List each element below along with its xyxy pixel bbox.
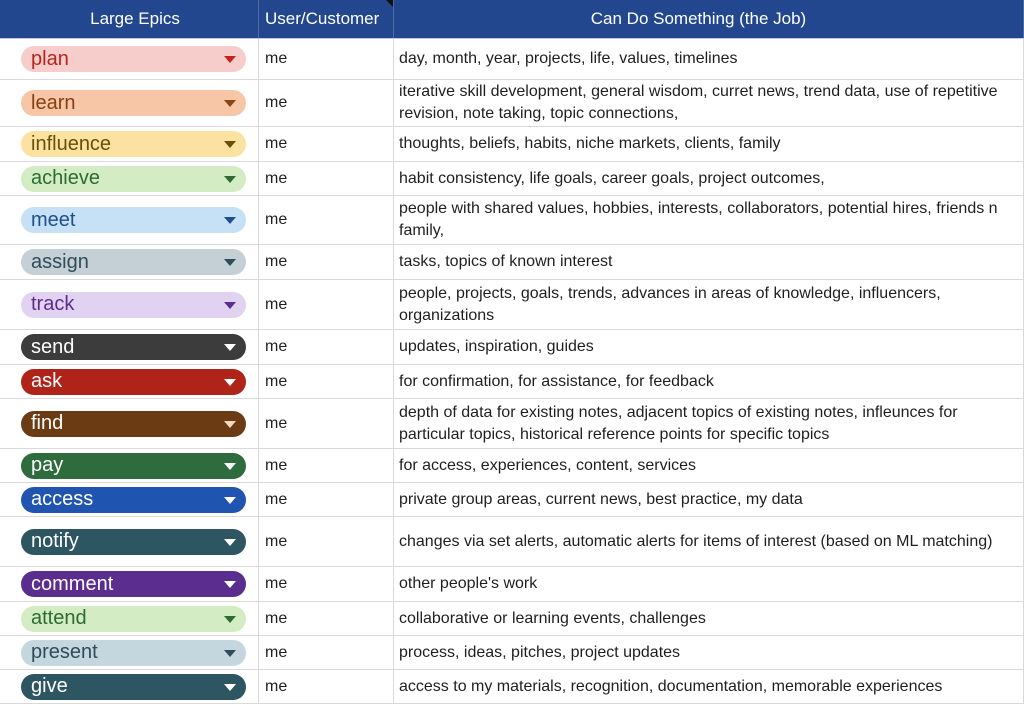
job-cell[interactable] xyxy=(394,517,1024,566)
dropdown-arrow-icon[interactable] xyxy=(224,100,236,107)
epic-cell[interactable] xyxy=(0,636,259,669)
epic-dropdown-chip[interactable] xyxy=(21,453,246,479)
epic-label: learn xyxy=(31,91,76,114)
epic-label: find xyxy=(31,412,64,434)
job-value: private group areas, current news, best practice, my data xyxy=(399,490,803,508)
user-value: me xyxy=(265,372,288,390)
epic-label: influence xyxy=(31,132,112,155)
epic-label: comment xyxy=(31,572,114,595)
table-row xyxy=(0,399,1024,449)
epic-cell[interactable] xyxy=(0,449,259,482)
epic-cell[interactable] xyxy=(0,670,259,703)
table-row xyxy=(0,567,1024,602)
user-cell[interactable] xyxy=(259,483,394,516)
epic-label: notify xyxy=(31,530,79,552)
epic-cell[interactable] xyxy=(0,80,259,126)
header-large-epics-label: Large Epics xyxy=(90,9,180,28)
user-cell[interactable] xyxy=(259,567,394,601)
table-row xyxy=(0,636,1024,670)
table-row xyxy=(0,245,1024,280)
user-value: me xyxy=(265,94,288,111)
epic-dropdown-chip[interactable] xyxy=(21,529,246,555)
job-value: depth of data for existing notes, adjacent topics of existing notes, infleunces for particular topics, historical reference points for specific topics xyxy=(399,403,958,443)
epic-dropdown-chip[interactable] xyxy=(21,292,246,318)
epic-dropdown-chip[interactable] xyxy=(21,249,246,275)
job-cell[interactable] xyxy=(394,330,1024,364)
user-value: me xyxy=(265,253,288,270)
table-row xyxy=(0,196,1024,245)
table-row xyxy=(0,39,1024,80)
dropdown-arrow-icon[interactable] xyxy=(224,344,236,351)
epic-cell[interactable] xyxy=(0,483,259,516)
epic-dropdown-chip[interactable] xyxy=(21,369,246,395)
epic-label: achieve xyxy=(31,167,100,189)
epic-cell[interactable] xyxy=(0,280,259,329)
epic-label: track xyxy=(31,293,75,315)
table-row xyxy=(0,517,1024,567)
table-row xyxy=(0,365,1024,399)
epic-cell[interactable] xyxy=(0,330,259,364)
epic-dropdown-chip[interactable] xyxy=(21,674,246,700)
job-value: access to my materials, recognition, documentation, memorable experiences xyxy=(399,677,943,695)
job-cell[interactable] xyxy=(394,636,1024,669)
dropdown-arrow-icon[interactable] xyxy=(224,497,236,504)
user-cell[interactable] xyxy=(259,127,394,161)
user-value: me xyxy=(265,414,288,432)
epic-label: present xyxy=(31,641,98,663)
user-value: me xyxy=(265,456,288,474)
dropdown-arrow-icon[interactable] xyxy=(224,176,236,183)
table-row xyxy=(0,330,1024,365)
job-cell[interactable] xyxy=(394,127,1024,161)
job-cell[interactable] xyxy=(394,162,1024,195)
job-value: updates, inspiration, guides xyxy=(399,338,594,355)
user-cell[interactable] xyxy=(259,39,394,79)
job-cell[interactable] xyxy=(394,280,1024,329)
dropdown-arrow-icon[interactable] xyxy=(224,684,236,691)
user-value: me xyxy=(265,50,288,67)
job-value: day, month, year, projects, life, values, timelines xyxy=(399,50,738,67)
job-value: other people's work xyxy=(399,575,538,592)
dropdown-arrow-icon[interactable] xyxy=(224,463,236,470)
user-value: me xyxy=(265,677,288,695)
epic-label: attend xyxy=(31,607,87,629)
epic-label: give xyxy=(31,675,68,697)
user-value: me xyxy=(265,338,288,355)
job-cell[interactable] xyxy=(394,365,1024,398)
epic-dropdown-chip[interactable] xyxy=(21,571,246,597)
job-value: tasks, topics of known interest xyxy=(399,253,613,270)
job-cell[interactable] xyxy=(394,196,1024,244)
job-value: process, ideas, pitches, project updates xyxy=(399,643,681,661)
job-value: thoughts, beliefs, habits, niche markets, clients, family xyxy=(399,135,781,152)
job-cell[interactable] xyxy=(394,245,1024,279)
header-can-do-label: Can Do Something (the Job) xyxy=(590,9,807,28)
job-value: for access, experiences, content, services xyxy=(399,456,697,474)
job-cell[interactable] xyxy=(394,80,1024,126)
job-value: for confirmation, for assistance, for feedback xyxy=(399,372,714,390)
user-cell[interactable] xyxy=(259,280,394,329)
user-value: me xyxy=(265,490,288,508)
dropdown-arrow-icon[interactable] xyxy=(224,650,236,657)
table-row xyxy=(0,449,1024,483)
table-row xyxy=(0,127,1024,162)
table-row xyxy=(0,670,1024,704)
dropdown-arrow-icon[interactable] xyxy=(224,56,236,63)
epic-cell[interactable] xyxy=(0,127,259,161)
user-value: me xyxy=(265,169,288,187)
dropdown-arrow-icon[interactable] xyxy=(224,217,236,224)
epic-label: pay xyxy=(31,454,64,476)
header-can-do[interactable] xyxy=(394,0,1024,38)
job-value: collaborative or learning events, challenges xyxy=(399,609,706,627)
job-cell[interactable] xyxy=(394,567,1024,601)
dropdown-arrow-icon[interactable] xyxy=(224,259,236,266)
job-cell[interactable] xyxy=(394,399,1024,448)
epic-cell[interactable] xyxy=(0,602,259,635)
epic-cell[interactable] xyxy=(0,517,259,566)
user-cell[interactable] xyxy=(259,517,394,566)
user-cell[interactable] xyxy=(259,670,394,703)
user-cell[interactable] xyxy=(259,196,394,244)
epic-dropdown-chip[interactable] xyxy=(21,207,246,233)
epic-dropdown-chip[interactable] xyxy=(21,90,246,116)
table-row xyxy=(0,280,1024,330)
user-cell[interactable] xyxy=(259,636,394,669)
epic-dropdown-chip[interactable] xyxy=(21,487,246,513)
epic-cell[interactable] xyxy=(0,245,259,279)
header-user-customer[interactable] xyxy=(259,0,394,38)
epic-label: access xyxy=(31,488,94,510)
user-value: me xyxy=(265,609,288,627)
epic-label: assign xyxy=(31,250,89,273)
epic-cell[interactable] xyxy=(0,567,259,601)
job-cell[interactable] xyxy=(394,483,1024,516)
user-cell[interactable] xyxy=(259,365,394,398)
user-cell[interactable] xyxy=(259,449,394,482)
header-large-epics[interactable] xyxy=(0,0,259,38)
epic-label: send xyxy=(31,335,75,358)
user-cell[interactable] xyxy=(259,80,394,126)
user-cell[interactable] xyxy=(259,399,394,448)
header-user-customer-label: User/Customer xyxy=(265,9,380,28)
user-value: me xyxy=(265,135,288,152)
epic-dropdown-chip[interactable] xyxy=(21,606,246,632)
user-value: me xyxy=(265,211,288,228)
epic-dropdown-chip[interactable] xyxy=(21,640,246,666)
job-cell[interactable] xyxy=(394,449,1024,482)
epic-cell[interactable] xyxy=(0,39,259,79)
user-cell[interactable] xyxy=(259,330,394,364)
user-value: me xyxy=(265,643,288,661)
table-row xyxy=(0,162,1024,196)
note-corner-icon xyxy=(386,0,393,7)
dropdown-arrow-icon[interactable] xyxy=(224,581,236,588)
job-value: habit consistency, life goals, career goals, project outcomes, xyxy=(399,169,825,187)
job-value: people, projects, goals, trends, advances in areas of knowledge, influencers, organizations xyxy=(399,284,941,324)
epic-dropdown-chip[interactable] xyxy=(21,131,246,157)
user-cell[interactable] xyxy=(259,245,394,279)
epic-cell[interactable] xyxy=(0,399,259,448)
user-value: me xyxy=(265,295,288,313)
header-row xyxy=(0,0,1024,39)
job-cell[interactable] xyxy=(394,39,1024,79)
job-value: people with shared values, hobbies, interests, collaborators, potential hires, friends n family, xyxy=(399,200,998,239)
epic-label: meet xyxy=(31,208,76,231)
dropdown-arrow-icon[interactable] xyxy=(224,379,236,386)
epic-dropdown-chip[interactable] xyxy=(21,46,246,72)
epic-dropdown-chip[interactable] xyxy=(21,411,246,437)
job-cell[interactable] xyxy=(394,670,1024,703)
epic-label: plan xyxy=(31,47,69,70)
epic-cell[interactable] xyxy=(0,162,259,195)
epic-dropdown-chip[interactable] xyxy=(21,334,246,360)
table-row xyxy=(0,602,1024,636)
user-cell[interactable] xyxy=(259,162,394,195)
user-value: me xyxy=(265,575,288,592)
dropdown-arrow-icon[interactable] xyxy=(224,616,236,623)
epic-label: ask xyxy=(31,370,63,392)
dropdown-arrow-icon[interactable] xyxy=(224,302,236,309)
dropdown-arrow-icon[interactable] xyxy=(224,141,236,148)
epic-cell[interactable] xyxy=(0,365,259,398)
dropdown-arrow-icon[interactable] xyxy=(224,539,236,546)
dropdown-arrow-icon[interactable] xyxy=(224,421,236,428)
job-cell[interactable] xyxy=(394,602,1024,635)
table-row xyxy=(0,80,1024,127)
epic-cell[interactable] xyxy=(0,196,259,244)
job-value: iterative skill development, general wisdom, curret news, trend data, use of repetitive revision, note taking, topic connections, xyxy=(399,83,998,122)
job-value: changes via set alerts, automatic alerts for items of interest (based on ML matching) xyxy=(399,532,993,550)
epic-dropdown-chip[interactable] xyxy=(21,166,246,192)
table-row xyxy=(0,483,1024,517)
user-value: me xyxy=(265,532,288,550)
user-cell[interactable] xyxy=(259,602,394,635)
